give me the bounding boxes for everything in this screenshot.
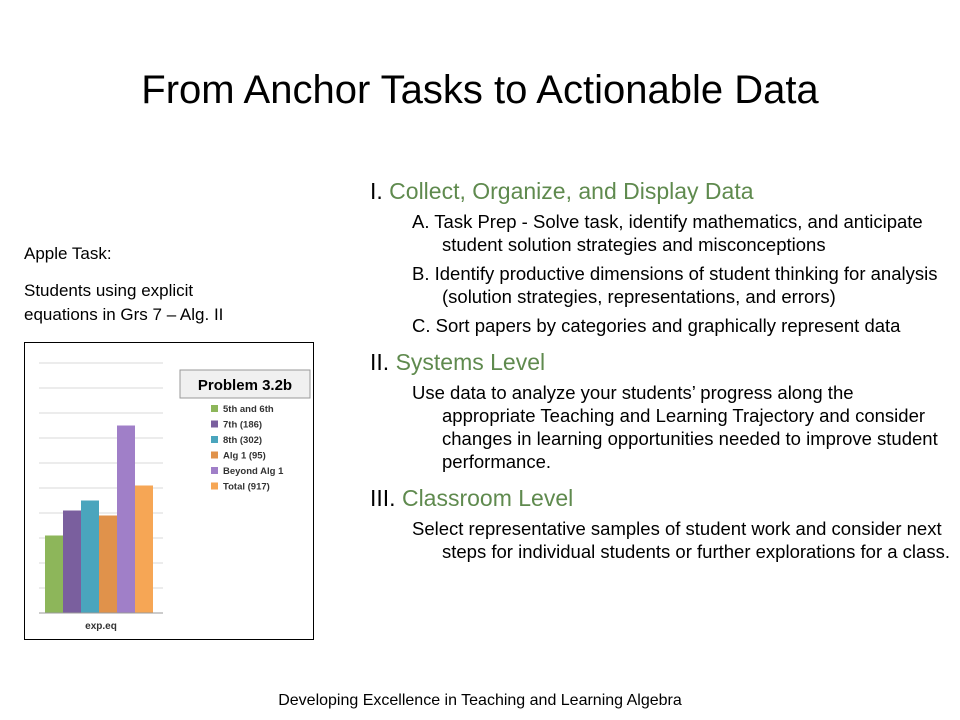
bar-8th-302 <box>81 501 99 614</box>
section-2-number: II. <box>370 349 396 375</box>
legend-label: 8th (302) <box>223 435 263 446</box>
bar-7th-186 <box>63 511 81 614</box>
section-2-body: Use data to analyze your students’ progress along the appropriate Teaching and Learning Trajectory and consider changes in learning opportunities needed to improve student performance. <box>412 382 938 472</box>
section-2-heading <box>370 347 950 377</box>
slide-title: From Anchor Tasks to Actionable Data <box>141 68 819 112</box>
chart-bars <box>45 426 153 614</box>
task-desc-line1: Students using explicit <box>24 281 194 300</box>
legend-swatch <box>211 452 218 459</box>
legend-label: 5th and 6th <box>223 404 274 415</box>
slide-footer: Developing Excellence in Teaching and Learning Algebra <box>278 692 682 709</box>
section-3-title: Classroom Level <box>401 485 574 511</box>
chart-legend <box>211 404 284 493</box>
section-1-number: I. <box>370 178 390 204</box>
legend-swatch <box>211 467 218 474</box>
section-1-item-b: B. Identify productive dimensions of student thinking for analysis (solution strategies, representations, and errors) <box>412 263 938 307</box>
legend-label: 7th (186) <box>223 419 263 431</box>
legend-swatch <box>211 405 218 412</box>
section-3-heading <box>370 483 950 513</box>
section-1-heading <box>370 176 950 206</box>
legend-swatch <box>211 483 218 490</box>
bar-total-917 <box>135 486 153 614</box>
bar-alg-1-95 <box>99 516 117 614</box>
legend-swatch <box>211 421 218 428</box>
task-desc-line2: equations in Grs 7 – Alg. II <box>24 305 224 324</box>
outline <box>370 168 950 569</box>
bar-5th-and-6th <box>45 536 63 614</box>
section-1-item-a: A. Task Prep - Solve task, identify mathematics, and anticipate student solution strategies and misconceptions <box>412 211 923 255</box>
section-1-title: Collect, Organize, and Display Data <box>389 178 754 204</box>
legend-label: Total (917) <box>223 481 270 493</box>
x-tick-label: exp.eq <box>85 621 117 632</box>
bar-beyond-alg-1 <box>117 426 135 614</box>
section-3-body: Select representative samples of student work and consider next steps for individual students or further explorations for a class. <box>412 518 950 562</box>
legend-swatch <box>211 436 218 443</box>
task-label: Apple Task: <box>24 244 112 263</box>
legend-label: Alg 1 (95) <box>223 450 266 462</box>
section-1-item-c: C. Sort papers by categories and graphically represent data <box>412 315 901 336</box>
chart-title: Problem 3.2b <box>197 377 293 394</box>
chart-svg <box>25 343 313 639</box>
bar-chart <box>24 342 314 640</box>
legend-label: Beyond Alg 1 <box>223 466 284 477</box>
section-2-title: Systems Level <box>395 349 546 375</box>
section-3-number: III. <box>370 485 402 511</box>
